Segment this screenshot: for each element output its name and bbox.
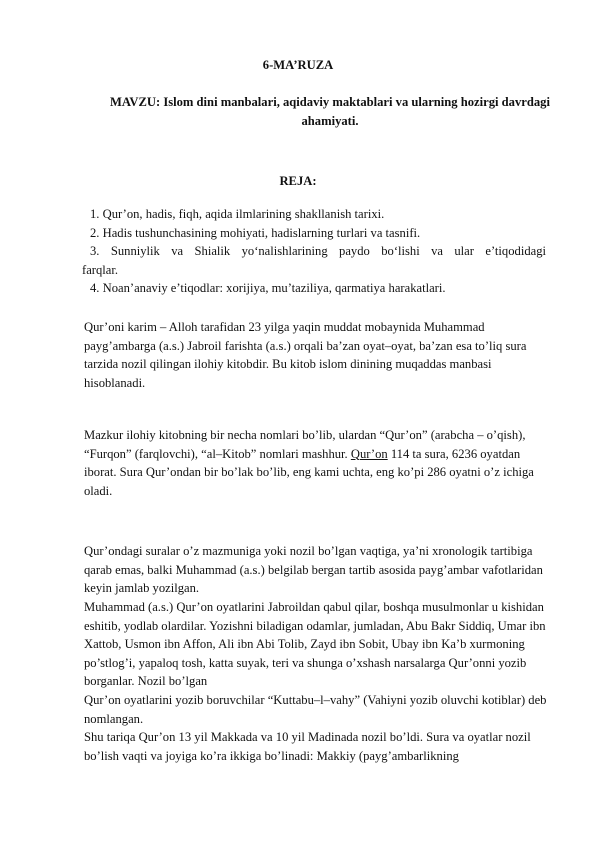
plan-item-4: 4. Noan’anaviy e’tiqodlar: xorijiya, mu’taziliya, qarmatiya harakatlari. xyxy=(90,281,446,296)
plan-item-3-continuation: farqlar. xyxy=(82,262,119,277)
paragraph-revelation-scribes: Qur’on oyatlarini yozib boruvchilar “Kuttabu–l–vahy” (Vahiyni yozib oluvchi kotiblar) deb nomlangan. xyxy=(84,693,547,726)
lecture-title: 6-MA’RUZA xyxy=(262,58,334,72)
plan-item-1: 1. Qur’on, hadis, fiqh, aqida ilmlarining shakllanish tarixi. xyxy=(90,207,385,221)
paragraph-companions-writing: Muhammad (a.s.) Qur’on oyatlarini Jabroildan qabul qilar, boshqa musulmonlar u kishidan eshitib, yodlab olardilar. Yozishni biladigan odamlar, jumladan, Abu Bakr Siddiq, Umar ibn Xattob, Usmon ibn Affon, Ali ibn Abi Tolib, Zayd ibn Sobit, Ubay ibn Ka’b xurmoning po’stlog’i, yapaloq tosh, katta suyak, teri va shunga o’xshash narsalarga Qur’onni yozib borganlar. Nozil bo’lgan xyxy=(84,600,546,689)
plan-title: REJA: xyxy=(279,174,317,188)
plan-item-2: 2. Hadis tushunchasining mohiyati, hadislarning turlari va tasnifi. xyxy=(90,225,421,240)
lecture-subject: MAVZU: Islom dini manbalari, aqidaviy maktablari va ularning hozirgi davrdagi ahamiyati. xyxy=(110,95,550,128)
paragraph-quran-names-text-b: 114 ta sura, 6236 oyatdan iborat. Sura Qur’ondan bir bo’lak bo’lib, eng kami uchta, eng ko’pi 286 oyatni o’z ichiga oladi. xyxy=(84,446,534,498)
paragraph-sura-order: Qur’ondagi suralar o’z mazmuniga yoki nozil bo’lgan vaqtiga, ya’ni xronologik tartibiga qarab emas, balki Muhammad (a.s.) belgilab bergan tartib asosida payg’ambar vafotlaridan keyin jamlab yozilgan. xyxy=(84,544,543,596)
paragraph-quran-names xyxy=(84,426,550,500)
paragraph-makki-madani: Shu tariqa Qur’on 13 yil Makkada va 10 yil Madinada nozil bo’ldi. Sura va oyatlar nozil bo’lish vaqti va joyiga ko’ra ikkiga bo’linadi: Makkiy (payg’ambarlikning xyxy=(84,730,531,763)
plan-list xyxy=(82,205,546,298)
plan-item-3: 3. Sunniylik va Shialik yo‘nalishlarining paydo bo‘lishi va ular e’tiqodidagi xyxy=(90,244,546,259)
paragraph-quran-names-text-a: Mazkur ilohiy kitobning bir necha nomlari bo’lib, ulardan “Qur’on” (arabcha – o’qish), “Furqon” (farqlovchi), “al–Kitob” nomlari mashhur. xyxy=(84,428,526,461)
paragraph-quran-definition: Qur’oni karim – Alloh tarafidan 23 yilga yaqin muddat mobaynida Muhammad payg’ambarga (a.s.) Jabroil farishta (a.s.) orqali ba’zan oyat–oyat, ba’zan esa to’liq sura tarzida nozil qilingan ilohiy kitobdir. Bu kitob islom dinining muqaddas manbasi hisoblanadi. xyxy=(84,320,527,390)
quran-underlined-word: Qur’on xyxy=(350,446,388,461)
